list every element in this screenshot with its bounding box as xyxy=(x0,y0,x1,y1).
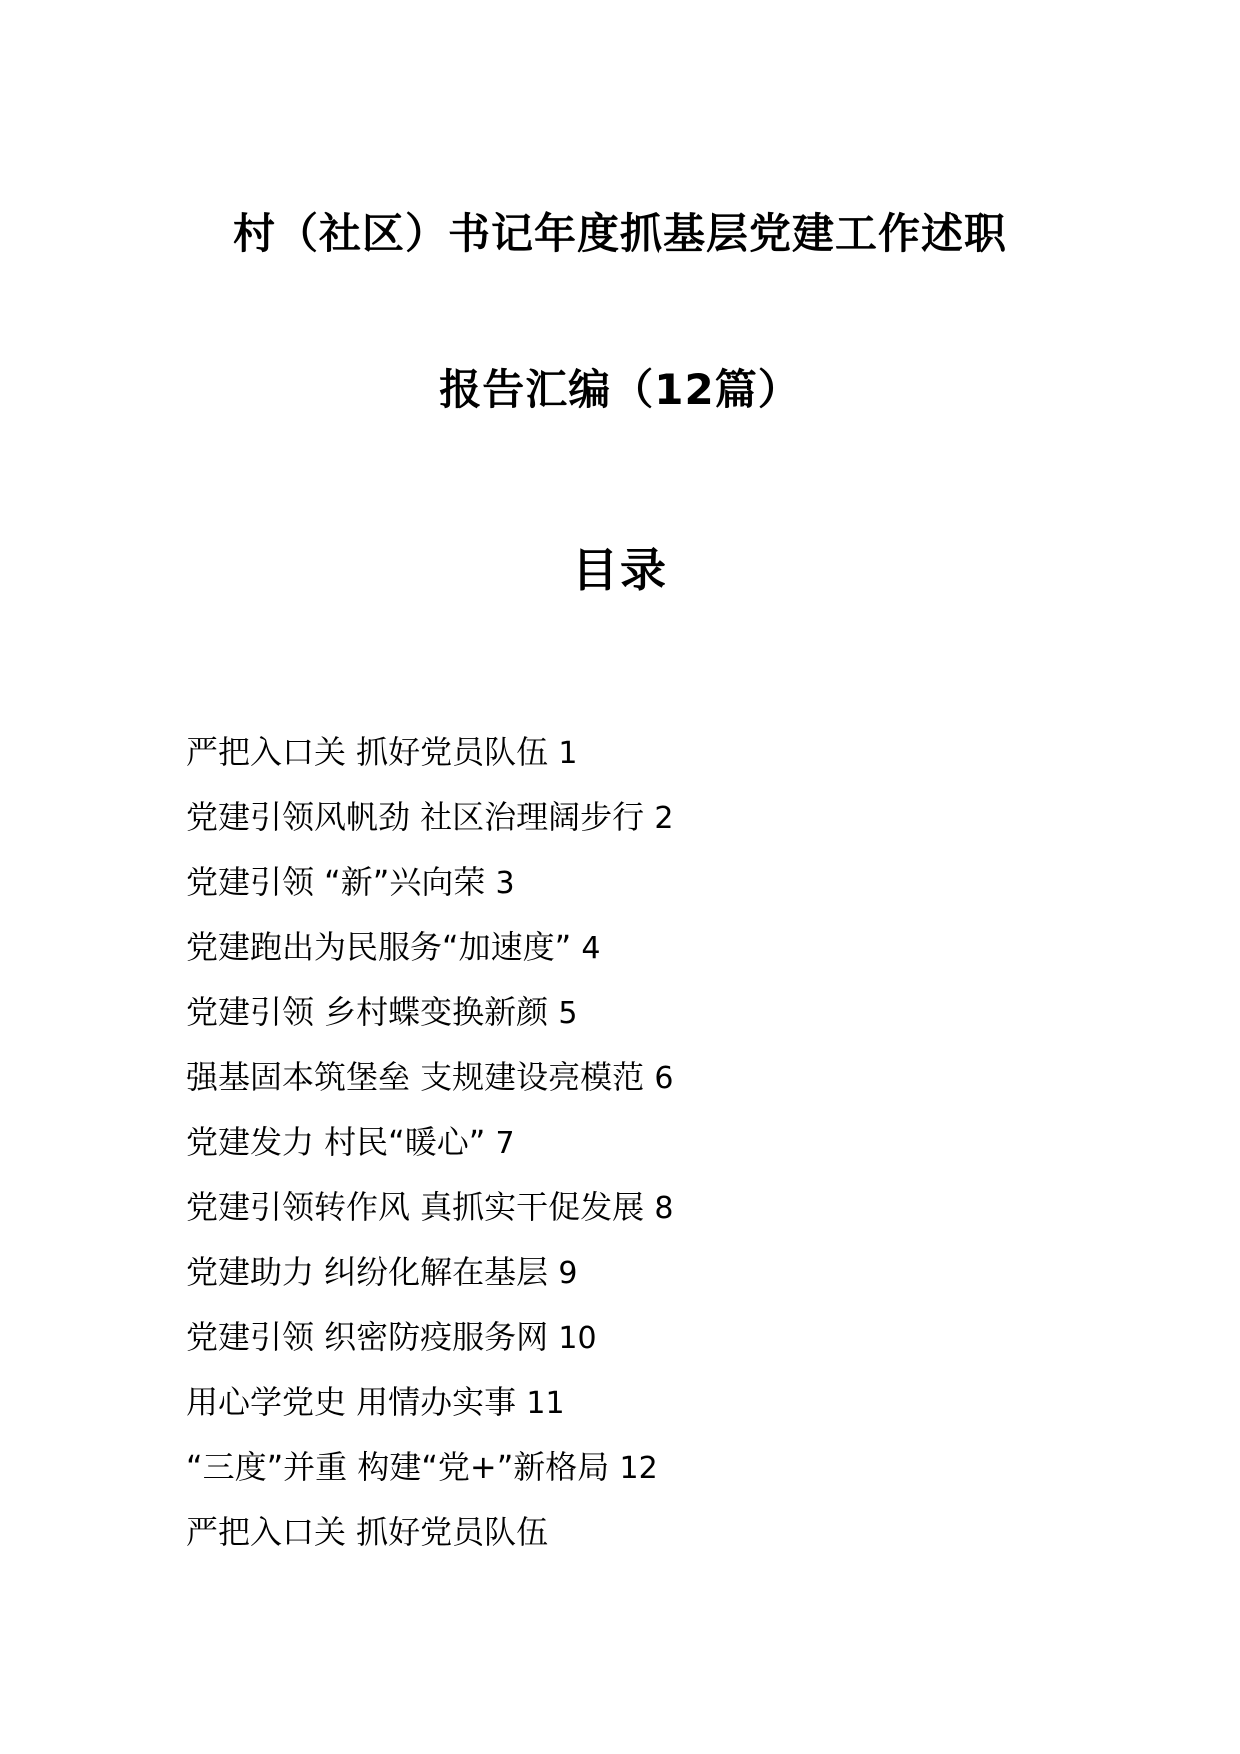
toc-item[interactable] xyxy=(186,1055,1086,1120)
toc-heading: 目录 xyxy=(572,543,668,597)
toc-item-text: 党建助力 纠纷化解在基层 xyxy=(186,1253,559,1291)
document-title-line-2: 报告汇编（12篇） xyxy=(439,365,801,414)
toc-item[interactable] xyxy=(186,795,1086,860)
toc-item-text: 党建引领 乡村蝶变换新颜 xyxy=(186,993,559,1031)
toc-item[interactable] xyxy=(186,1380,1086,1445)
toc-item-text: 党建跑出为民服务“加速度” xyxy=(186,928,582,966)
document-title-line-1: 村（社区）书记年度抓基层党建工作述职 xyxy=(232,209,1007,258)
toc-item-page: 6 xyxy=(654,1061,674,1096)
table-of-contents xyxy=(186,730,1086,1510)
toc-item[interactable] xyxy=(186,925,1086,990)
toc-item-page: 10 xyxy=(558,1321,597,1356)
toc-item-page: 4 xyxy=(581,931,601,966)
toc-item[interactable] xyxy=(186,1445,1086,1510)
toc-item-text: “三度”并重 构建“党+”新格局 xyxy=(186,1448,620,1486)
toc-item-text: 强基固本筑堡垒 支规建设亮模范 xyxy=(186,1058,655,1096)
toc-item-page: 5 xyxy=(558,996,578,1031)
toc-item[interactable] xyxy=(186,860,1086,925)
toc-item[interactable] xyxy=(186,1120,1086,1185)
toc-item-page: 8 xyxy=(654,1191,674,1226)
toc-item[interactable] xyxy=(186,730,1086,795)
toc-item-page: 11 xyxy=(526,1386,565,1421)
toc-item-page: 12 xyxy=(619,1451,658,1486)
toc-item-text: 党建引领 “新”兴向荣 xyxy=(186,863,496,901)
toc-item-text: 党建发力 村民“暖心” xyxy=(186,1123,496,1161)
toc-item-text: 党建引领风帆劲 社区治理阔步行 xyxy=(186,798,655,836)
toc-item[interactable] xyxy=(186,990,1086,1055)
toc-item[interactable] xyxy=(186,1315,1086,1380)
toc-item-page: 2 xyxy=(654,801,674,836)
toc-item-text: 党建引领转作风 真抓实干促发展 xyxy=(186,1188,655,1226)
first-section-heading: 严把入口关 抓好党员队伍 xyxy=(186,1513,549,1551)
toc-item-page: 9 xyxy=(558,1256,578,1291)
toc-item-page: 3 xyxy=(495,866,515,901)
toc-item-page: 7 xyxy=(495,1126,515,1161)
toc-item-text: 用心学党史 用情办实事 xyxy=(186,1383,527,1421)
toc-item-page: 1 xyxy=(558,736,578,771)
toc-item-text: 党建引领 织密防疫服务网 xyxy=(186,1318,559,1356)
toc-item-text: 严把入口关 抓好党员队伍 xyxy=(186,733,559,771)
toc-item[interactable] xyxy=(186,1185,1086,1250)
toc-item[interactable] xyxy=(186,1250,1086,1315)
